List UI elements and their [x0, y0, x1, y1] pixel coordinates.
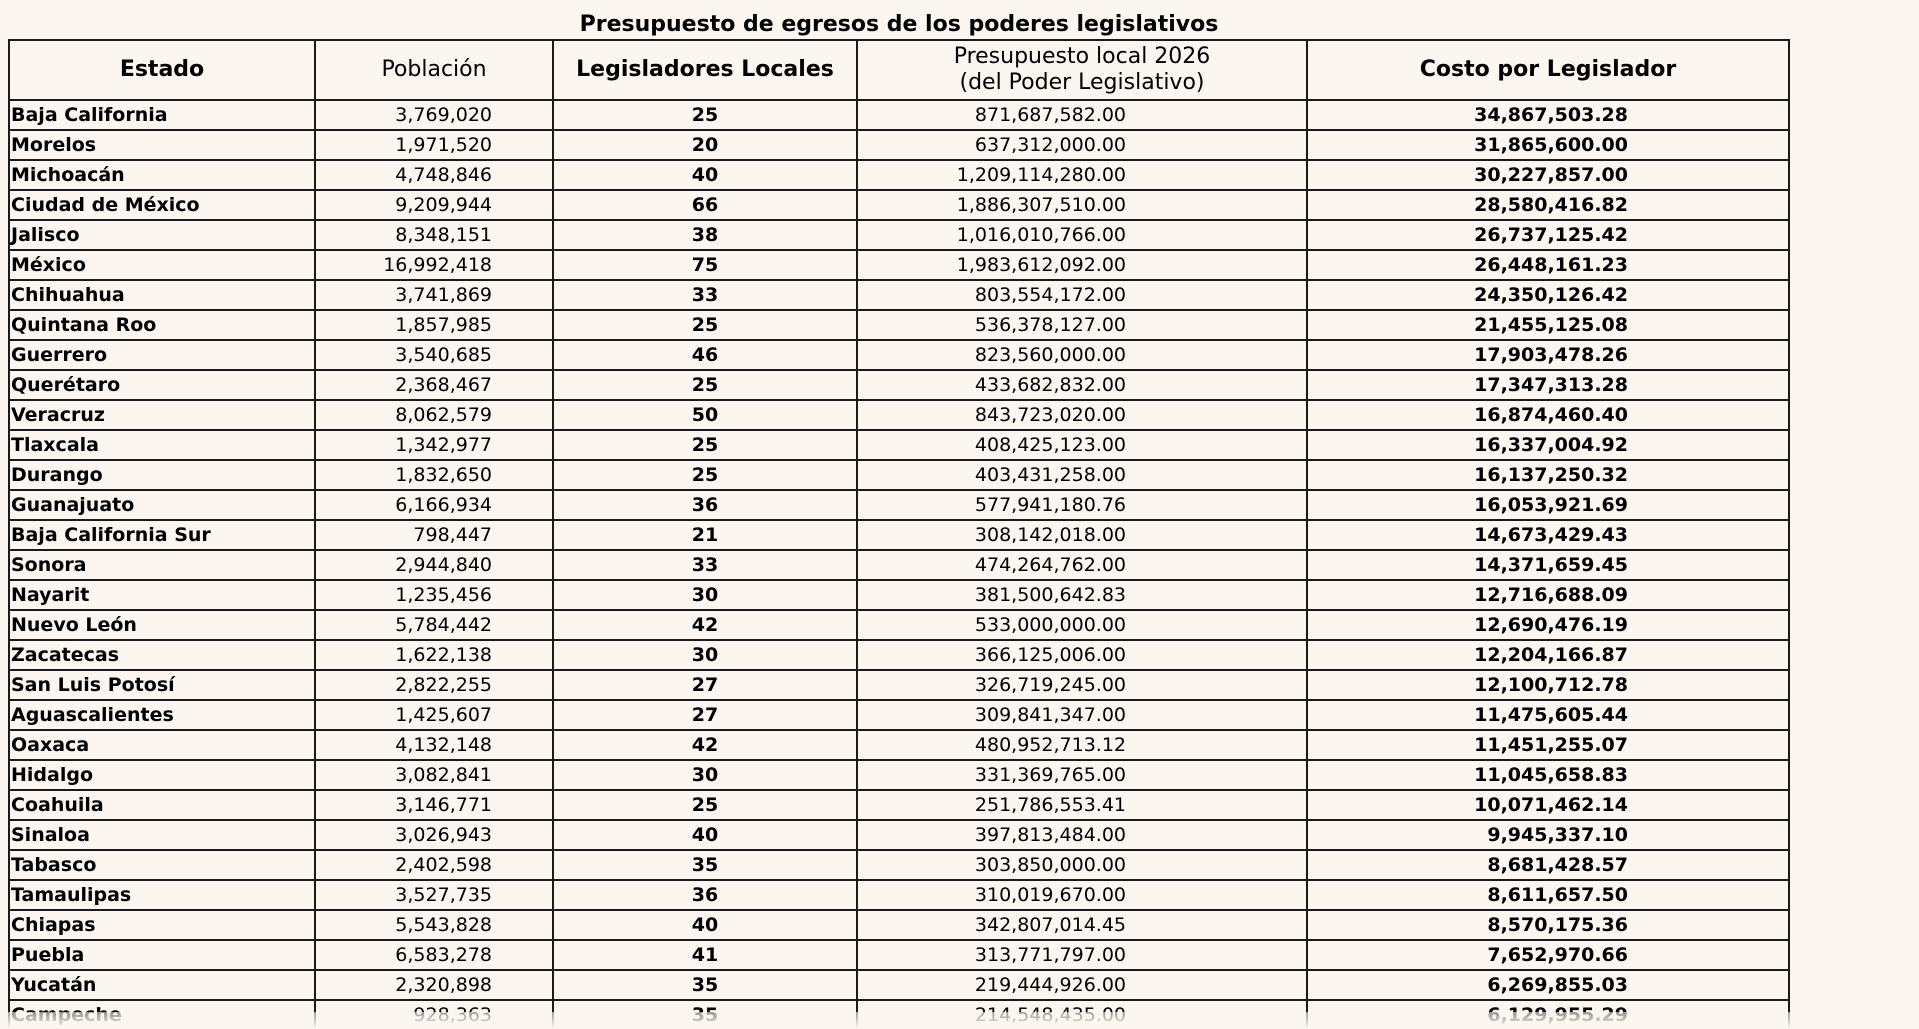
table-row — [9, 460, 1789, 490]
cell-presupuesto: 1,209,114,280.00 — [857, 160, 1307, 190]
table-row — [9, 880, 1789, 910]
cell-legisladores: 25 — [553, 310, 857, 340]
table-row — [9, 190, 1789, 220]
cell-legisladores: 21 — [553, 520, 857, 550]
cell-legisladores: 40 — [553, 910, 857, 940]
table-row — [9, 820, 1789, 850]
cell-estado: Oaxaca — [9, 730, 315, 760]
cell-legisladores: 25 — [553, 430, 857, 460]
table-row — [9, 970, 1789, 1000]
cell-legisladores: 25 — [553, 370, 857, 400]
cell-poblacion: 8,348,151 — [315, 220, 553, 250]
cell-poblacion: 1,425,607 — [315, 700, 553, 730]
cell-estado: Tamaulipas — [9, 880, 315, 910]
cell-estado: Veracruz — [9, 400, 315, 430]
cell-costo: 12,100,712.78 — [1307, 670, 1789, 700]
cell-presupuesto: 843,723,020.00 — [857, 400, 1307, 430]
cell-presupuesto: 403,431,258.00 — [857, 460, 1307, 490]
cell-presupuesto: 331,369,765.00 — [857, 760, 1307, 790]
cell-legisladores: 27 — [553, 670, 857, 700]
cell-costo: 10,071,462.14 — [1307, 790, 1789, 820]
cell-poblacion: 3,540,685 — [315, 340, 553, 370]
cell-poblacion: 1,622,138 — [315, 640, 553, 670]
cell-estado: Sinaloa — [9, 820, 315, 850]
cell-poblacion: 1,857,985 — [315, 310, 553, 340]
table-row — [9, 250, 1789, 280]
table-row — [9, 760, 1789, 790]
cell-costo: 11,451,255.07 — [1307, 730, 1789, 760]
cell-legisladores: 27 — [553, 700, 857, 730]
cell-poblacion: 2,368,467 — [315, 370, 553, 400]
cell-legisladores: 42 — [553, 730, 857, 760]
cell-estado: Ciudad de México — [9, 190, 315, 220]
cell-legisladores: 50 — [553, 400, 857, 430]
cell-poblacion: 2,320,898 — [315, 970, 553, 1000]
cell-costo: 6,269,855.03 — [1307, 970, 1789, 1000]
cell-poblacion: 2,402,598 — [315, 850, 553, 880]
cell-poblacion: 9,209,944 — [315, 190, 553, 220]
cell-presupuesto: 303,850,000.00 — [857, 850, 1307, 880]
bottom-fade — [0, 1012, 1919, 1029]
cell-costo: 14,673,429.43 — [1307, 520, 1789, 550]
table-row — [9, 130, 1789, 160]
table-row — [9, 790, 1789, 820]
table-row — [9, 490, 1789, 520]
cell-estado: Tabasco — [9, 850, 315, 880]
cell-poblacion: 3,082,841 — [315, 760, 553, 790]
cell-legisladores: 36 — [553, 880, 857, 910]
cell-estado: Chihuahua — [9, 280, 315, 310]
cell-presupuesto: 326,719,245.00 — [857, 670, 1307, 700]
table-row — [9, 310, 1789, 340]
header-presupuesto-line2: (del Poder Legislativo) — [959, 70, 1205, 95]
cell-costo: 30,227,857.00 — [1307, 160, 1789, 190]
cell-presupuesto: 381,500,642.83 — [857, 580, 1307, 610]
cell-presupuesto: 871,687,582.00 — [857, 100, 1307, 130]
cell-legisladores: 30 — [553, 640, 857, 670]
cell-presupuesto: 310,019,670.00 — [857, 880, 1307, 910]
cell-estado: Zacatecas — [9, 640, 315, 670]
table-row — [9, 340, 1789, 370]
cell-estado: Quintana Roo — [9, 310, 315, 340]
cell-costo: 14,371,659.45 — [1307, 550, 1789, 580]
table-row — [9, 940, 1789, 970]
cell-poblacion: 6,583,278 — [315, 940, 553, 970]
cell-legisladores: 30 — [553, 580, 857, 610]
cell-costo: 28,580,416.82 — [1307, 190, 1789, 220]
cell-presupuesto: 433,682,832.00 — [857, 370, 1307, 400]
table-body — [9, 100, 1789, 1029]
cell-presupuesto: 577,941,180.76 — [857, 490, 1307, 520]
cell-poblacion: 3,146,771 — [315, 790, 553, 820]
cell-costo: 31,865,600.00 — [1307, 130, 1789, 160]
cell-presupuesto: 251,786,553.41 — [857, 790, 1307, 820]
cell-legisladores: 25 — [553, 460, 857, 490]
cell-costo: 12,204,166.87 — [1307, 640, 1789, 670]
cell-presupuesto: 313,771,797.00 — [857, 940, 1307, 970]
cell-legisladores: 40 — [553, 820, 857, 850]
cell-estado: Baja California Sur — [9, 520, 315, 550]
cell-presupuesto: 1,016,010,766.00 — [857, 220, 1307, 250]
cell-costo: 16,053,921.69 — [1307, 490, 1789, 520]
table-row — [9, 610, 1789, 640]
table-row — [9, 430, 1789, 460]
cell-costo: 26,737,125.42 — [1307, 220, 1789, 250]
table-row — [9, 730, 1789, 760]
cell-poblacion: 3,527,735 — [315, 880, 553, 910]
cell-costo: 12,716,688.09 — [1307, 580, 1789, 610]
cell-legisladores: 25 — [553, 790, 857, 820]
cell-costo: 8,570,175.36 — [1307, 910, 1789, 940]
cell-poblacion: 5,543,828 — [315, 910, 553, 940]
cell-legisladores: 25 — [553, 100, 857, 130]
table-row — [9, 550, 1789, 580]
cell-poblacion: 1,235,456 — [315, 580, 553, 610]
cell-presupuesto: 219,444,926.00 — [857, 970, 1307, 1000]
cell-presupuesto: 366,125,006.00 — [857, 640, 1307, 670]
cell-poblacion: 16,992,418 — [315, 250, 553, 280]
cell-poblacion: 2,822,255 — [315, 670, 553, 700]
cell-legisladores: 42 — [553, 610, 857, 640]
cell-poblacion: 798,447 — [315, 520, 553, 550]
table-row — [9, 640, 1789, 670]
cell-legisladores: 33 — [553, 550, 857, 580]
cell-legisladores: 40 — [553, 160, 857, 190]
cell-costo: 8,681,428.57 — [1307, 850, 1789, 880]
cell-presupuesto: 536,378,127.00 — [857, 310, 1307, 340]
cell-costo: 17,903,478.26 — [1307, 340, 1789, 370]
table-title: Presupuesto de egresos de los poderes legislativos — [579, 12, 1219, 37]
table-row — [9, 370, 1789, 400]
cell-poblacion: 2,944,840 — [315, 550, 553, 580]
cell-legisladores: 36 — [553, 490, 857, 520]
cell-poblacion: 8,062,579 — [315, 400, 553, 430]
cell-poblacion: 5,784,442 — [315, 610, 553, 640]
cell-legisladores: 41 — [553, 940, 857, 970]
header-costo: Costo por Legislador — [1307, 40, 1789, 100]
cell-presupuesto: 1,983,612,092.00 — [857, 250, 1307, 280]
cell-poblacion: 1,832,650 — [315, 460, 553, 490]
table-row — [9, 910, 1789, 940]
cell-estado: Coahuila — [9, 790, 315, 820]
table-row — [9, 220, 1789, 250]
cell-presupuesto: 480,952,713.12 — [857, 730, 1307, 760]
cell-presupuesto: 1,886,307,510.00 — [857, 190, 1307, 220]
cell-poblacion: 1,971,520 — [315, 130, 553, 160]
cell-estado: Nayarit — [9, 580, 315, 610]
cell-costo: 21,455,125.08 — [1307, 310, 1789, 340]
cell-costo: 16,137,250.32 — [1307, 460, 1789, 490]
cell-presupuesto: 309,841,347.00 — [857, 700, 1307, 730]
header-row — [9, 40, 1789, 100]
cell-poblacion: 6,166,934 — [315, 490, 553, 520]
cell-presupuesto: 823,560,000.00 — [857, 340, 1307, 370]
cell-costo: 11,475,605.44 — [1307, 700, 1789, 730]
cell-legisladores: 33 — [553, 280, 857, 310]
cell-estado: Baja California — [9, 100, 315, 130]
cell-costo: 34,867,503.28 — [1307, 100, 1789, 130]
cell-poblacion: 1,342,977 — [315, 430, 553, 460]
cell-poblacion: 3,026,943 — [315, 820, 553, 850]
cell-costo: 16,874,460.40 — [1307, 400, 1789, 430]
cell-estado: México — [9, 250, 315, 280]
cell-poblacion: 4,132,148 — [315, 730, 553, 760]
table-row — [9, 400, 1789, 430]
cell-costo: 8,611,657.50 — [1307, 880, 1789, 910]
header-presupuesto — [857, 40, 1307, 100]
table-row — [9, 700, 1789, 730]
cell-estado: Guanajuato — [9, 490, 315, 520]
cell-costo: 26,448,161.23 — [1307, 250, 1789, 280]
cell-legisladores: 30 — [553, 760, 857, 790]
cell-presupuesto: 637,312,000.00 — [857, 130, 1307, 160]
cell-costo: 7,652,970.66 — [1307, 940, 1789, 970]
header-poblacion: Población — [315, 40, 553, 100]
cell-presupuesto: 308,142,018.00 — [857, 520, 1307, 550]
cell-legisladores: 35 — [553, 850, 857, 880]
cell-presupuesto: 397,813,484.00 — [857, 820, 1307, 850]
cell-estado: Morelos — [9, 130, 315, 160]
cell-estado: San Luis Potosí — [9, 670, 315, 700]
cell-legisladores: 20 — [553, 130, 857, 160]
cell-estado: Nuevo León — [9, 610, 315, 640]
cell-estado: Jalisco — [9, 220, 315, 250]
cell-poblacion: 4,748,846 — [315, 160, 553, 190]
table-row — [9, 280, 1789, 310]
cell-costo: 24,350,126.42 — [1307, 280, 1789, 310]
cell-presupuesto: 342,807,014.45 — [857, 910, 1307, 940]
table-row — [9, 670, 1789, 700]
header-legisladores: Legisladores Locales — [553, 40, 857, 100]
table-header — [9, 40, 1789, 100]
table-row — [9, 850, 1789, 880]
cell-legisladores: 46 — [553, 340, 857, 370]
cell-estado: Chiapas — [9, 910, 315, 940]
cell-estado: Yucatán — [9, 970, 315, 1000]
cell-estado: Hidalgo — [9, 760, 315, 790]
cell-costo: 9,945,337.10 — [1307, 820, 1789, 850]
cell-legisladores: 75 — [553, 250, 857, 280]
budget-table — [8, 39, 1790, 1029]
table-row — [9, 520, 1789, 550]
cell-presupuesto: 803,554,172.00 — [857, 280, 1307, 310]
cell-legisladores: 66 — [553, 190, 857, 220]
cell-presupuesto: 474,264,762.00 — [857, 550, 1307, 580]
cell-presupuesto: 408,425,123.00 — [857, 430, 1307, 460]
cell-costo: 16,337,004.92 — [1307, 430, 1789, 460]
cell-estado: Sonora — [9, 550, 315, 580]
cell-estado: Guerrero — [9, 340, 315, 370]
cell-costo: 12,690,476.19 — [1307, 610, 1789, 640]
header-presupuesto-line1: Presupuesto local 2026 — [953, 44, 1211, 69]
cell-estado: Michoacán — [9, 160, 315, 190]
table-row — [9, 160, 1789, 190]
header-estado: Estado — [9, 40, 315, 100]
cell-estado: Aguascalientes — [9, 700, 315, 730]
cell-presupuesto: 533,000,000.00 — [857, 610, 1307, 640]
cell-estado: Puebla — [9, 940, 315, 970]
cell-costo: 17,347,313.28 — [1307, 370, 1789, 400]
cell-estado: Querétaro — [9, 370, 315, 400]
cell-poblacion: 3,741,869 — [315, 280, 553, 310]
cell-costo: 11,045,658.83 — [1307, 760, 1789, 790]
table-row — [9, 100, 1789, 130]
cell-estado: Durango — [9, 460, 315, 490]
cell-poblacion: 3,769,020 — [315, 100, 553, 130]
cell-estado: Tlaxcala — [9, 430, 315, 460]
table-row — [9, 580, 1789, 610]
cell-legisladores: 35 — [553, 970, 857, 1000]
cell-legisladores: 38 — [553, 220, 857, 250]
